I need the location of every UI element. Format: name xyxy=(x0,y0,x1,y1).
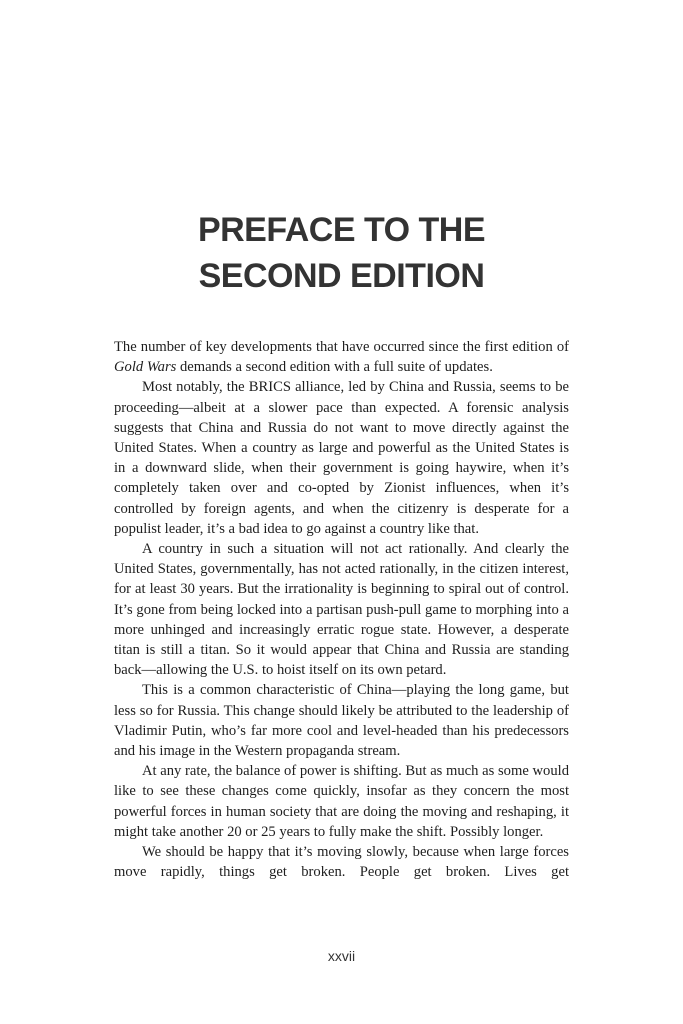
paragraph-1 xyxy=(114,337,569,377)
paragraph-6: We should be happy that it’s moving slowly, because when large forces move rapidly, things get broken. People get broken. Lives get xyxy=(114,844,569,881)
body-text xyxy=(114,337,569,882)
book-title-italic: Gold Wars xyxy=(114,359,177,376)
paragraph-5: At any rate, the balance of power is shifting. But as much as some would like to see these changes come quickly, insofar as they concern the most powerful forces in human society that are doing the moving and reshaping, it might take another 20 or 25 years to fully make the shift. Possibly longer. xyxy=(114,763,569,840)
chapter-title xyxy=(0,207,683,299)
chapter-title-line-1: PREFACE TO THE xyxy=(197,211,486,249)
paragraph-2: Most notably, the BRICS alliance, led by China and Russia, seems to be proceeding—albeit at a slower pace than expected. A forensic analysis suggests that China and Russia do not want to move directly against the United States. When a country as large and powerful as the United States is in a downward slide, when their government is going haywire, when it’s completely taken over and co-opted by Zionist influences, when it’s controlled by foreign agents, and when the citizenry is desperate for a populist leader, it’s a bad idea to go against a country like that. xyxy=(114,379,569,537)
page-number: xxvii xyxy=(327,948,356,964)
paragraph-4: This is a common characteristic of China—playing the long game, but less so for Russia. This change should likely be attributed to the leadership of Vladimir Putin, who’s far more cool and level-headed than his predecessors and his image in the Western propaganda stream. xyxy=(114,682,569,760)
chapter-title-line-2: SECOND EDITION xyxy=(198,257,485,295)
paragraph-3: A country in such a situation will not act rationally. And clearly the United States, governmentally, has not acted rationally, in the citizen interest, for at least 30 years. But the irrationality is beginning to spiral out of control. It’s gone from being locked into a partisan push-pull game to morphing into a more unhinged and increasingly erratic rogue state. However, a desperate titan is still a titan. So it would appear that China and Russia are standing back—allowing the U.S. to hoist itself on its own petard. xyxy=(114,541,569,679)
paragraph-1-text-b: demands a second edition with a full suite of updates. xyxy=(176,359,493,376)
paragraph-1-text-a: The number of key developments that have occurred since the first edition of xyxy=(114,339,569,355)
